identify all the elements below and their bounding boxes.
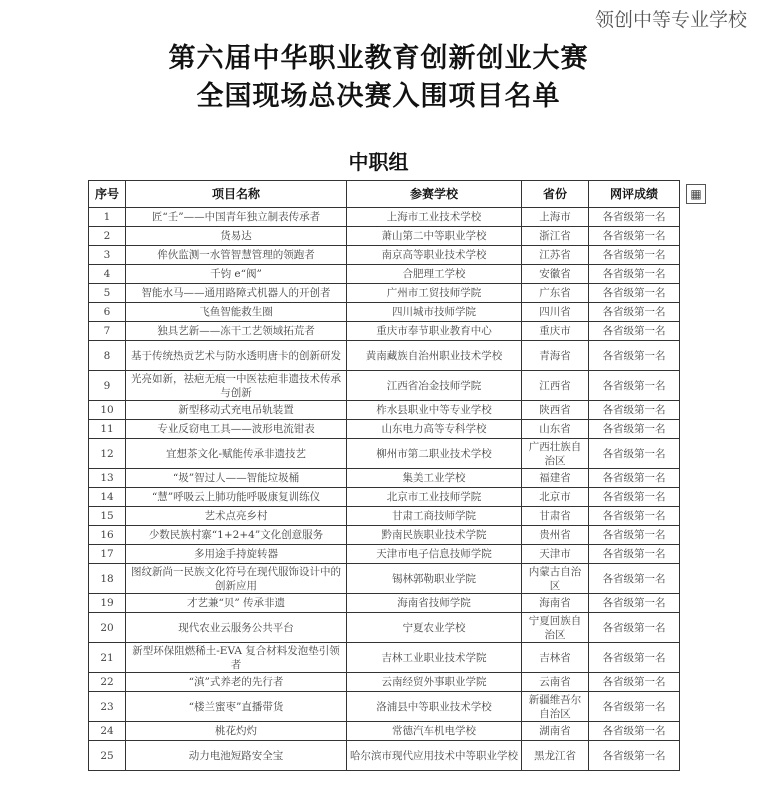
cell-score: 各省级第一名: [589, 420, 680, 439]
cell-school: 云南经贸外事职业学院: [347, 673, 522, 692]
page-title-line1: 第六届中华职业教育创新创业大赛: [168, 43, 589, 74]
cell-score: 各省级第一名: [589, 469, 680, 488]
cell-province: 黑龙江省: [522, 741, 589, 771]
cell-province: 江西省: [522, 371, 589, 401]
table-row: [89, 692, 680, 722]
cell-index: 25: [89, 741, 126, 771]
cell-score: 各省级第一名: [589, 284, 680, 303]
cell-school: 重庆市奉节职业教育中心: [347, 322, 522, 341]
project-list-table: [88, 180, 680, 771]
cell-score: 各省级第一名: [589, 401, 680, 420]
cell-project: “圾”智过人——智能垃圾桶: [126, 469, 347, 488]
cell-school: 北京市工业技师学院: [347, 488, 522, 507]
cell-province: 贵州省: [522, 526, 589, 545]
cell-school: 萧山第二中等职业学校: [347, 227, 522, 246]
cell-score: 各省级第一名: [589, 613, 680, 643]
cell-index: 22: [89, 673, 126, 692]
cell-index: 8: [89, 341, 126, 371]
cell-province: 海南省: [522, 594, 589, 613]
page-title-line2: 全国现场总决赛入围项目名单: [196, 81, 561, 112]
cell-score: 各省级第一名: [589, 341, 680, 371]
cell-index: 13: [89, 469, 126, 488]
cell-index: 4: [89, 265, 126, 284]
cell-project: 侔伙监测一水管智慧管理的领跑者: [126, 246, 347, 265]
cell-school: 四川城市技师学院: [347, 303, 522, 322]
cell-project: 匠“壬”——中国青年独立制表传承者: [126, 208, 347, 227]
cell-project: 专业反窃电工具——波形电流钳表: [126, 420, 347, 439]
cell-school: 哈尔滨市现代应用技术中等职业学校: [347, 741, 522, 771]
cell-project: 艺术点亮乡村: [126, 507, 347, 526]
cell-index: 2: [89, 227, 126, 246]
cell-project: 新型环保阻燃稀土-EVA 复合材料发泡垫引领者: [126, 643, 347, 673]
cell-score: 各省级第一名: [589, 371, 680, 401]
table-row: [89, 401, 680, 420]
cell-index: 19: [89, 594, 126, 613]
cell-school: 天津市电子信息技师学院: [347, 545, 522, 564]
cell-index: 3: [89, 246, 126, 265]
table-row: [89, 545, 680, 564]
cell-province: 安徽省: [522, 265, 589, 284]
cell-index: 21: [89, 643, 126, 673]
cell-index: 20: [89, 613, 126, 643]
cell-project: 宜想茶文化-赋能传承非遗技艺: [126, 439, 347, 469]
cell-province: 浙江省: [522, 227, 589, 246]
cell-province: 吉林省: [522, 643, 589, 673]
table-row: [89, 469, 680, 488]
header-project: 项目名称: [126, 181, 347, 208]
cell-score: 各省级第一名: [589, 322, 680, 341]
table-row: [89, 246, 680, 265]
cell-province: 四川省: [522, 303, 589, 322]
cell-score: 各省级第一名: [589, 303, 680, 322]
cell-project: 多用途手持旋转器: [126, 545, 347, 564]
cell-score: 各省级第一名: [589, 526, 680, 545]
cell-province: 福建省: [522, 469, 589, 488]
cell-project: 桃花灼灼: [126, 722, 347, 741]
cell-project: 才艺兼“贝” 传承非遗: [126, 594, 347, 613]
cell-index: 10: [89, 401, 126, 420]
cell-project: 光亮如新，祛疤无痕一中医祛疤非遗技术传承与创新: [126, 371, 347, 401]
cell-province: 上海市: [522, 208, 589, 227]
cell-score: 各省级第一名: [589, 507, 680, 526]
table-row: [89, 322, 680, 341]
table-row: [89, 613, 680, 643]
cell-school: 合肥理工学校: [347, 265, 522, 284]
cell-province: 甘肃省: [522, 507, 589, 526]
cell-project: 独具艺新——冻干工艺领域拓荒者: [126, 322, 347, 341]
table-row: [89, 265, 680, 284]
cell-index: 5: [89, 284, 126, 303]
table-row: [89, 526, 680, 545]
header-score: 网评成绩: [589, 181, 680, 208]
cell-project: “滇”式养老的先行者: [126, 673, 347, 692]
cell-province: 宁夏回族自治区: [522, 613, 589, 643]
table-row: [89, 643, 680, 673]
cell-index: 15: [89, 507, 126, 526]
cell-province: 湖南省: [522, 722, 589, 741]
cell-score: 各省级第一名: [589, 643, 680, 673]
cell-score: 各省级第一名: [589, 439, 680, 469]
cell-index: 12: [89, 439, 126, 469]
table-row: [89, 420, 680, 439]
cell-score: 各省级第一名: [589, 741, 680, 771]
table-row: [89, 741, 680, 771]
cell-project: 千钧 e“阀”: [126, 265, 347, 284]
table-row: [89, 722, 680, 741]
cell-school: 常德汽车机电学校: [347, 722, 522, 741]
cell-province: 重庆市: [522, 322, 589, 341]
cell-school: 洛浦县中等职业技术学校: [347, 692, 522, 722]
cell-province: 青海省: [522, 341, 589, 371]
cell-province: 广西壮族自治区: [522, 439, 589, 469]
table-row: [89, 673, 680, 692]
cell-score: 各省级第一名: [589, 246, 680, 265]
cell-province: 广东省: [522, 284, 589, 303]
cell-school: 黄南藏族自治州职业技术学校: [347, 341, 522, 371]
table-row: [89, 439, 680, 469]
cell-school: 锡林郭勒职业学院: [347, 564, 522, 594]
watermark: 领创中等专业学校: [594, 9, 747, 31]
cell-project: 图纹新尚一民族文化符号在现代服饰设计中的创新应用: [126, 564, 347, 594]
table-row: [89, 507, 680, 526]
cell-score: 各省级第一名: [589, 594, 680, 613]
cell-index: 11: [89, 420, 126, 439]
group-heading: 中职组: [348, 150, 409, 174]
cell-score: 各省级第一名: [589, 722, 680, 741]
cell-school: 上海市工业技术学校: [347, 208, 522, 227]
cell-project: “楼兰蜜枣”直播带货: [126, 692, 347, 722]
cell-school: 黔南民族职业技术学院: [347, 526, 522, 545]
cell-score: 各省级第一名: [589, 227, 680, 246]
cell-index: 23: [89, 692, 126, 722]
table-row: [89, 341, 680, 371]
cell-index: 14: [89, 488, 126, 507]
cell-school: 甘肃工商技师学院: [347, 507, 522, 526]
cell-project: 飞鱼智能救生圈: [126, 303, 347, 322]
cell-index: 17: [89, 545, 126, 564]
cell-score: 各省级第一名: [589, 488, 680, 507]
cell-project: 少数民族村寨“1+2+4”文化创意服务: [126, 526, 347, 545]
table-row: [89, 303, 680, 322]
cell-school: 宁夏农业学校: [347, 613, 522, 643]
table-row: [89, 227, 680, 246]
cell-score: 各省级第一名: [589, 673, 680, 692]
cell-index: 7: [89, 322, 126, 341]
cell-index: 1: [89, 208, 126, 227]
cell-school: 山东电力高等专科学校: [347, 420, 522, 439]
cell-province: 陕西省: [522, 401, 589, 420]
cell-project: 基于传统热贡艺术与防水透明唐卡的创新研发: [126, 341, 347, 371]
cell-index: 18: [89, 564, 126, 594]
cell-province: 江苏省: [522, 246, 589, 265]
cell-project: 现代农业云服务公共平台: [126, 613, 347, 643]
cell-score: 各省级第一名: [589, 208, 680, 227]
cell-index: 24: [89, 722, 126, 741]
cell-index: 16: [89, 526, 126, 545]
cell-project: 动力电池短路安全宝: [126, 741, 347, 771]
table-scan-icon[interactable]: ▦: [686, 184, 706, 204]
cell-province: 山东省: [522, 420, 589, 439]
table-row: [89, 284, 680, 303]
table-row: [89, 594, 680, 613]
cell-province: 新疆维吾尔自治区: [522, 692, 589, 722]
cell-province: 天津市: [522, 545, 589, 564]
cell-score: 各省级第一名: [589, 265, 680, 284]
table-row: [89, 488, 680, 507]
cell-school: 海南省技师学院: [347, 594, 522, 613]
header-index: 序号: [89, 181, 126, 208]
cell-project: 新型移动式充电吊轨装置: [126, 401, 347, 420]
cell-school: 吉林工业职业技术学院: [347, 643, 522, 673]
cell-score: 各省级第一名: [589, 692, 680, 722]
cell-school: 集美工业学校: [347, 469, 522, 488]
table-row: [89, 564, 680, 594]
cell-project: 智能水马——通用路障式机器人的开创者: [126, 284, 347, 303]
cell-project: “慧”呼吸云上肺功能呼吸康复训练仪: [126, 488, 347, 507]
cell-score: 各省级第一名: [589, 564, 680, 594]
cell-school: 广州市工贸技师学院: [347, 284, 522, 303]
cell-school: 江西省冶金技师学院: [347, 371, 522, 401]
table-row: [89, 371, 680, 401]
cell-index: 9: [89, 371, 126, 401]
cell-province: 内蒙古自治区: [522, 564, 589, 594]
cell-index: 6: [89, 303, 126, 322]
cell-province: 北京市: [522, 488, 589, 507]
table-row: [89, 208, 680, 227]
header-school: 参赛学校: [347, 181, 522, 208]
cell-school: 南京高等职业技术学校: [347, 246, 522, 265]
header-province: 省份: [522, 181, 589, 208]
table-header-row: [89, 181, 680, 208]
cell-province: 云南省: [522, 673, 589, 692]
cell-school: 柞水县职业中等专业学校: [347, 401, 522, 420]
cell-score: 各省级第一名: [589, 545, 680, 564]
cell-school: 柳州市第二职业技术学校: [347, 439, 522, 469]
cell-project: 货易达: [126, 227, 347, 246]
